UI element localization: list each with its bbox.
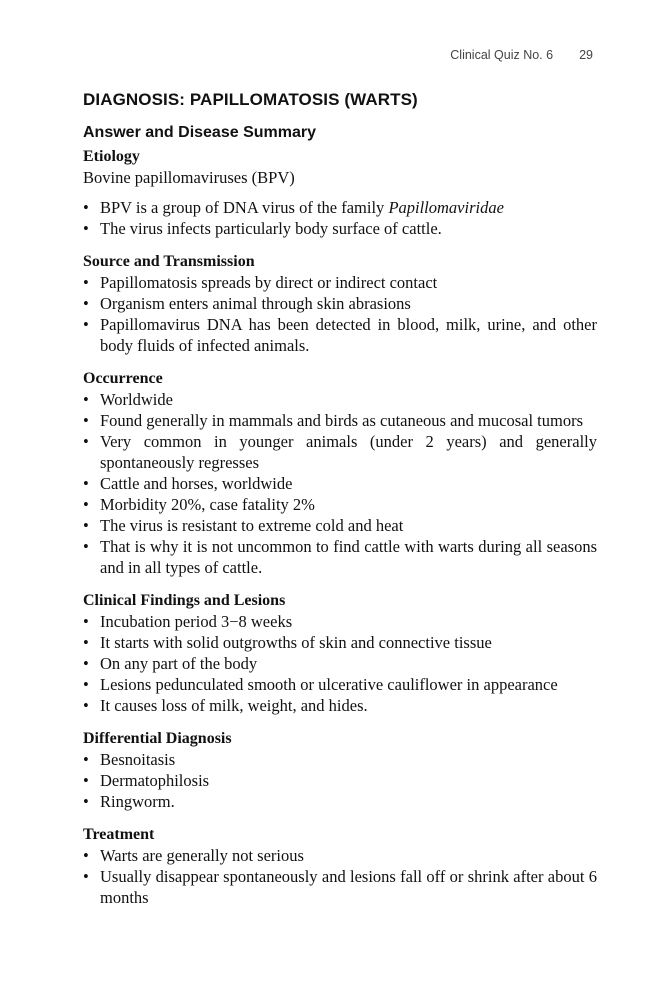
clinical-heading: Clinical Findings and Lesions (83, 592, 286, 609)
page-title: DIAGNOSIS: PAPILLOMATOSIS (WARTS) (83, 90, 418, 109)
list-item: • On any part of the body (83, 653, 597, 674)
occurrence-heading: Occurrence (83, 370, 163, 387)
treatment-heading: Treatment (83, 826, 155, 843)
etiology-text: Bovine papillomaviruses (BPV) (83, 168, 295, 187)
occurrence-list (83, 389, 597, 578)
list-item: • Lesions pedunculated smooth or ulcerative cauliflower in appearance (83, 674, 597, 695)
list-item: • Found generally in mammals and birds as cutaneous and mucosal tumors (83, 410, 597, 431)
list-item: • That is why it is not uncommon to find cattle with warts during all seasons and in all types of cattle. (83, 536, 597, 578)
running-head (450, 48, 593, 62)
item-italic-text: Papillomaviridae (388, 198, 504, 217)
list-item: • Organism enters animal through skin abrasions (83, 293, 597, 314)
differential-list (83, 749, 597, 812)
list-item: • Dermatophilosis (83, 770, 597, 791)
list-item: • Besnoitasis (83, 749, 597, 770)
list-item: • Usually disappear spontaneously and lesions fall off or shrink after about 6 months (83, 866, 597, 908)
page-content (83, 90, 597, 908)
list-item: • Very common in younger animals (under 2 years) and generally spontaneously regresses (83, 431, 597, 473)
list-item: • Papillomatosis spreads by direct or indirect contact (83, 272, 597, 293)
list-item: • The virus is resistant to extreme cold and heat (83, 515, 597, 536)
list-item (83, 197, 597, 218)
list-item: • Morbidity 20%, case fatality 2% (83, 494, 597, 515)
running-title: Clinical Quiz No. 6 (450, 48, 554, 62)
list-item: • The virus infects particularly body surface of cattle. (83, 218, 597, 239)
list-item: • Warts are generally not serious (83, 845, 597, 866)
item-text: BPV is a group of DNA virus of the family (100, 198, 389, 217)
section-subtitle: Answer and Disease Summary (83, 124, 316, 141)
list-item: • Worldwide (83, 389, 597, 410)
list-item: • It starts with solid outgrowths of skin and connective tissue (83, 632, 597, 653)
etiology-list (83, 197, 597, 239)
list-item: • Cattle and horses, worldwide (83, 473, 597, 494)
source-heading: Source and Transmission (83, 253, 255, 270)
source-list (83, 272, 597, 356)
treatment-list (83, 845, 597, 908)
section-occurrence (83, 368, 597, 578)
section-etiology (83, 146, 597, 239)
differential-heading: Differential Diagnosis (83, 730, 232, 747)
etiology-heading: Etiology (83, 148, 140, 165)
clinical-list (83, 611, 597, 716)
section-clinical-findings (83, 590, 597, 716)
section-source-transmission (83, 251, 597, 356)
section-differential-diagnosis (83, 728, 597, 812)
list-item: • It causes loss of milk, weight, and hides. (83, 695, 597, 716)
list-item: • Ringworm. (83, 791, 597, 812)
list-item: • Papillomavirus DNA has been detected in blood, milk, urine, and other body fluids of infected animals. (83, 314, 597, 356)
list-item: • Incubation period 3−8 weeks (83, 611, 597, 632)
page-number: 29 (579, 48, 593, 62)
section-treatment (83, 824, 597, 908)
